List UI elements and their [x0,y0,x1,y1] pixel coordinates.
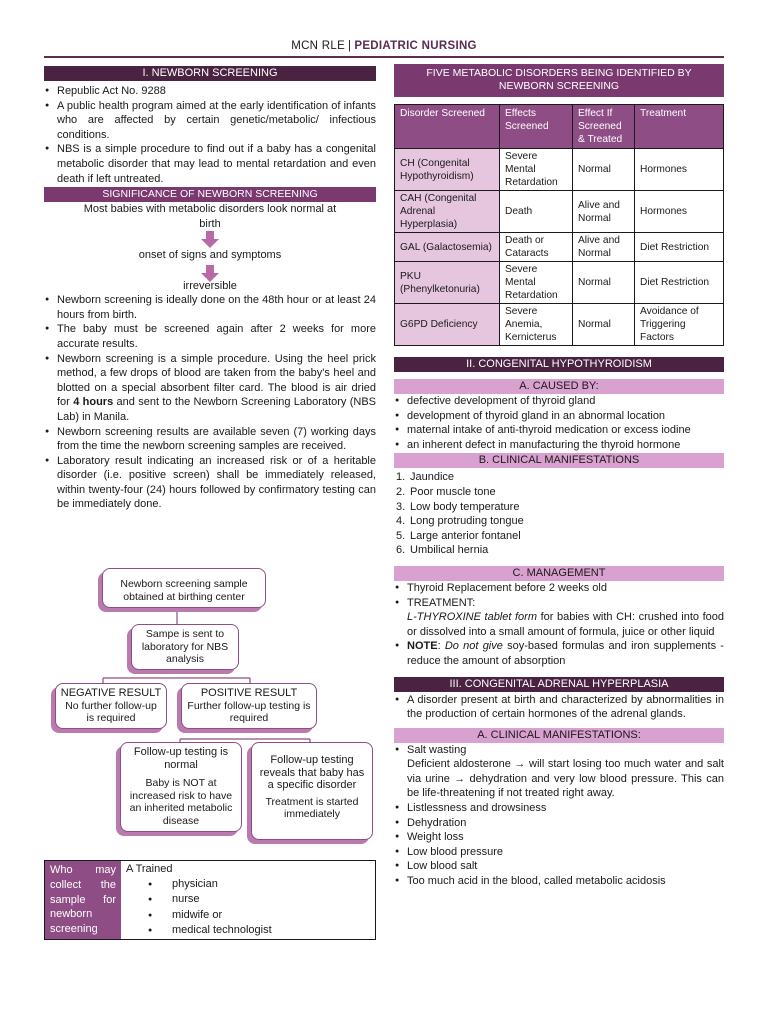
table-cell: CH (Congenital Hypothyroidism) [395,149,500,191]
salt-wasting-title: Salt wasting [407,743,467,756]
management-title: C. MANAGEMENT [394,566,724,581]
treatment-drug: L-THYROXINE tablet form [407,611,537,624]
flow-box-text: Sampe is sent to laboratory for NBS analysis [141,628,229,665]
list-item [394,743,724,801]
list-item: ● Newborn screening results are available seven (7) working days from the time the newborn screening samples are received. [44,425,376,454]
section-title-newborn-screening: I. NEWBORN SCREENING [44,66,376,81]
list-item: ● A disorder present at birth and characterized by abnormalities in the production of certain hormones of the adrenal glands. [394,693,724,722]
caused-by-list [394,394,724,452]
table-header: Disorder Screened [395,105,500,149]
list-item: ● Newborn screening is ideally done on the 48th hour or at least 24 hours from birth. [44,293,376,322]
metabolic-disorders-table [394,104,724,346]
list-item: ● The baby must be screened again after 2 weeks for more accurate results. [44,322,376,351]
followup-disorder-text: Treatment is started immediately [265,795,359,820]
followup-normal-title: Follow-up testing is normal [133,746,229,771]
list-item: ● Thyroid Replacement before 2 weeks old [394,581,724,596]
negative-result-text: No further follow-up is required [65,699,157,724]
table-header: Effects Screened [500,105,573,149]
note-emphasis: Do not give [444,640,503,653]
cah-definition-list [394,693,724,722]
list-item: 3. Low body temperature [396,500,520,513]
table-cell: Diet Restriction [635,233,724,262]
who-may-collect-list [121,861,375,939]
followup-normal-text: Baby is NOT at increased risk to have an inherited metabolic disease [129,777,233,827]
table-cell: Severe Mental Retardation [500,149,573,191]
significance-step-3: irreversible [183,279,237,292]
significance-step-2: onset of signs and symptoms [138,249,282,262]
flow-box-sent-to-lab [131,624,239,670]
table-cell: Severe Mental Retardation [500,262,573,304]
table-row [395,262,724,304]
list-item: ● medical technologist [148,923,370,938]
list-item: ● an inherent defect in manufacturing the thyroid hormone [394,438,724,453]
table-cell: Alive and Normal [573,191,635,233]
heel-text-before: Newborn screening is a simple procedure. Using the heel prick method, a few drops of blood are taken from the baby's heel and blotted on a special absorbent filter card. The blood is air dried for [57,352,376,409]
table-cell: Hormones [635,149,724,191]
caused-by-title: A. CAUSED BY: [394,379,724,394]
table-cell: Normal [573,262,635,304]
list-item: ● NBS is a simple procedure to find out if a baby has a congenital metabolic disorder that may lead to mental retardation and even death if left untreated. [44,142,376,186]
header-separator: | [348,40,352,52]
positive-result-title: POSITIVE RESULT [200,687,298,699]
table-cell: Normal [573,149,635,191]
table-cell: Death or Cataracts [500,233,573,262]
flow-box-followup-normal [120,742,242,832]
right-column [394,64,724,889]
table-row [395,149,724,191]
table-cell: Hormones [635,191,724,233]
metabolic-disorders-title: FIVE METABOLIC DISORDERS BEING IDENTIFIED BY NEWBORN SCREENING [394,64,724,97]
table-cell: Avoidance of Triggering Factors [635,304,724,346]
who-may-collect-label: Who may collect the sample for newborn screening [45,861,121,939]
note-label: NOTE [407,640,438,653]
flow-box-followup-disorder [251,742,373,840]
list-item: ● Low blood pressure [394,845,724,860]
list-item: 1. Jaundice [396,471,455,484]
list-item: ● midwife or [148,908,370,923]
treatment-label: TREATMENT [407,596,473,609]
list-item: 5. Large anterior fontanel [396,529,521,542]
note-text: soy-based formulas and iron supplements - reduce the amount of absorption [407,640,724,667]
significance-title: SIGNIFICANCE OF NEWBORN SCREENING [44,187,376,202]
significance-step-1: Most babies with metabolic disorders look normal at birth [83,203,337,230]
list-item: ● Weight loss [394,830,724,845]
flow-box-negative-result [55,683,167,729]
table-header: Effect If Screened & Treated [573,105,635,149]
flow-box-sample-obtained [102,568,266,608]
table-cell: Severe Anemia, Kernicterus [500,304,573,346]
table-row [395,191,724,233]
list-item: ● Laboratory result indicating an increased risk or of a heritable disorder (i.e. positive screen) shall be immediately released, within twenty-four (24) hours followed by confirmatory testing can be immediately done. [44,454,376,512]
flow-box-positive-result [181,683,317,729]
list-item: ● A public health program aimed at the early identification of infants who are affected by certain genetic/metabolic/ infectious conditions. [44,99,376,143]
heel-text-after: and sent to the Newborn Screening Laboratory (NBS Lab) in Manila. [57,396,377,423]
table-cell: Alive and Normal [573,233,635,262]
list-item: 4. Long protruding tongue [396,515,524,528]
list-item: ● Dehydration [394,816,724,831]
table-cell: PKU (Phenylketonuria) [395,262,500,304]
header-course-code: MCN RLE [291,40,346,52]
table-cell: G6PD Deficiency [395,304,500,346]
list-item: ● Too much acid in the blood, called metabolic acidosis [394,874,724,889]
negative-result-title: NEGATIVE RESULT [60,687,162,699]
table-header: Treatment [635,105,724,149]
list-item: ● physician [148,877,370,892]
table-row [395,304,724,346]
header-course-title: PEDIATRIC NURSING [354,40,477,52]
salt-wasting-text: Deficient aldosterone → will start losing too much water and salt via urine → dehydration and very low blood pressure. This can be life-threatening if not treated right away. [407,758,724,800]
table-cell: GAL (Galactosemia) [395,233,500,262]
table-header-row [395,105,724,149]
table-row [395,233,724,262]
list-item: ● Republic Act No. 9288 [44,84,376,99]
management-list [394,581,724,669]
positive-result-text: Further follow-up testing is required [187,699,311,724]
clinical-manifestations-title: B. CLINICAL MANIFESTATIONS [394,453,724,468]
list-item: ● Low blood salt [394,859,724,874]
who-trained-heading: A Trained [126,863,173,875]
list-item: ● defective development of thyroid gland [394,394,724,409]
heel-text-bold: 4 hours [73,396,114,409]
list-item: ● nurse [148,892,370,907]
cah-manifestations-list [394,743,724,889]
section-title-congenital-hypothyroidism: II. CONGENITAL HYPOTHYROIDISM [394,357,724,372]
clinical-manifestations-list [394,470,724,558]
list-item: ● maternal intake of anti-thyroid medication or excess iodine [394,423,724,438]
list-item: ● NOTE: Do not give soy-based formulas and iron supplements - reduce the amount of absorption [394,639,724,668]
table-cell: Diet Restriction [635,262,724,304]
flow-box-text: Newborn screening sample obtained at birthing center [120,578,248,603]
list-item: ● Listlessness and drowsiness [394,801,724,816]
list-item: ● development of thyroid gland in an abnormal location [394,409,724,424]
list-item: 6. Umbilical hernia [396,544,489,557]
who-may-collect-table [44,860,376,940]
cah-clinical-manifestations-title: A. CLINICAL MANIFESTATIONS: [394,728,724,743]
section-title-congenital-adrenal-hyperplasia: III. CONGENITAL ADRENAL HYPERPLASIA [394,677,724,692]
list-item: 2. Poor muscle tone [396,485,496,498]
table-cell: Death [500,191,573,233]
table-cell: CAH (Congenital Adrenal Hyperplasia) [395,191,500,233]
table-cell: Normal [573,304,635,346]
followup-disorder-title: Follow-up testing reveals that baby has a specific disorder [259,754,365,791]
treatment-text: for babies with CH: crushed into food or dissolved into a small amount of formula, juice or other liquid [407,611,724,638]
list-item: ● TREATMENT: L-THYROXINE tablet form for babies with CH: crushed into food or dissolved into a small amount of formula, juice or other liquid [394,596,724,640]
